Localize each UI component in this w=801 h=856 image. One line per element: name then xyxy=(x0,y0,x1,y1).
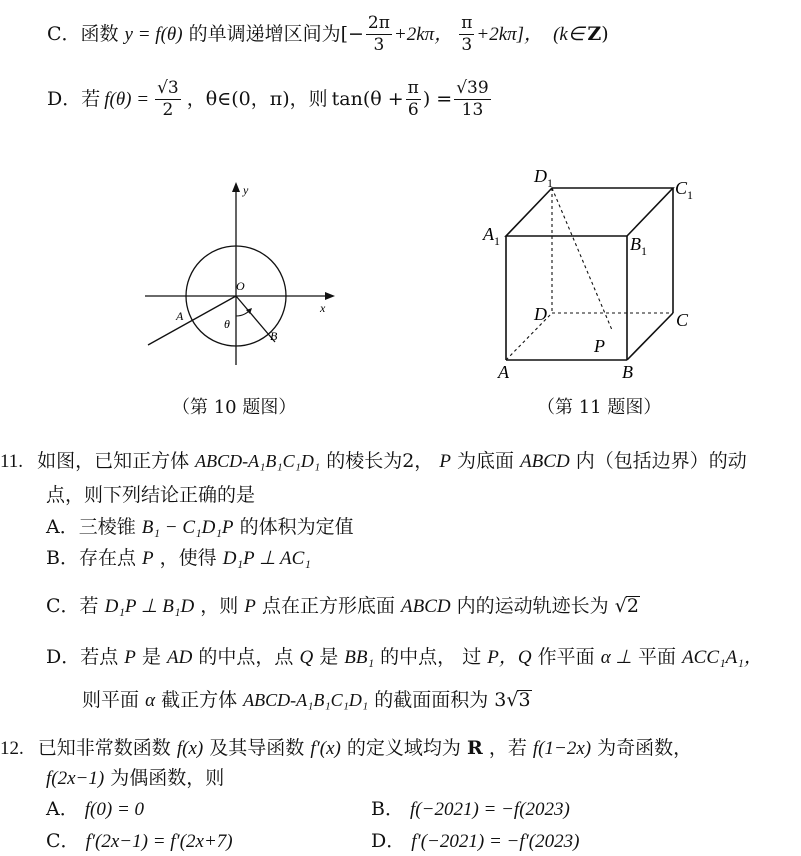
fig10-label-b: B xyxy=(270,329,278,343)
q11-option-d-line2 xyxy=(82,690,532,710)
q11-line2: 点，则下列结论正确的是 xyxy=(46,484,256,506)
q10-option-d xyxy=(47,74,493,124)
q12-line1b: 及其导函数 xyxy=(209,737,305,759)
figure-11 xyxy=(470,160,710,385)
q11-p: P xyxy=(439,451,451,472)
q11-d-t2: 的中点，点 xyxy=(198,646,294,668)
fig10-y-arrow xyxy=(232,182,240,192)
q11-b-p: P xyxy=(142,548,154,569)
optC-frac1-den: 3 xyxy=(373,34,385,55)
q11-d-t3: 是 xyxy=(319,646,339,668)
q12-line1c: 的定义域均为 xyxy=(346,737,461,759)
q12-line2-text: 为偶函数，则 xyxy=(110,767,225,789)
optD-frac1-num: √3 xyxy=(157,77,179,98)
fig10-label-a: A xyxy=(176,309,184,323)
q12-c-label: C． xyxy=(46,830,80,852)
fig11-label-a: A xyxy=(498,362,509,382)
fig11-label-b: B xyxy=(622,362,633,382)
fig11-caption: （第 11 题图） xyxy=(537,397,662,418)
fig10-label-x: x xyxy=(320,301,326,315)
q11-d-q: Q xyxy=(299,647,314,668)
fig11-label-p: P xyxy=(594,336,605,356)
optD-mid: ，θ∈(0，π)，则 xyxy=(186,87,328,110)
q12-b-label: B． xyxy=(371,798,404,820)
q11-line1c: 为底面 xyxy=(457,450,515,472)
optC-k-close: ) xyxy=(601,22,609,45)
q11-d-pq: P，Q xyxy=(487,647,532,668)
q12-fpx: f′(x) xyxy=(310,738,341,759)
q11-c-math: D₁P ⊥ B₁D xyxy=(104,596,195,617)
q11-d2-prefix: 则平面 xyxy=(82,689,140,711)
fig11-top-face xyxy=(506,188,673,236)
fig10-label-y: y xyxy=(243,183,249,197)
q11-c-abcd: ABCD xyxy=(401,596,451,617)
q11-b-prefix: B．存在点 xyxy=(46,547,136,569)
fig10-caption: （第 10 题图） xyxy=(172,397,297,418)
q12-line1e: 为奇函数， xyxy=(597,737,693,759)
q12-line1 xyxy=(0,739,692,758)
optC-frac2-den: 3 xyxy=(461,34,473,55)
fig11-label-d: D xyxy=(534,304,547,324)
q12-line1a: 已知非常数函数 xyxy=(37,737,171,759)
q11-abcd: ABCD xyxy=(520,451,570,472)
fig11-label-c1: $C_1$ xyxy=(675,178,694,202)
fig11-edge-bc xyxy=(627,313,673,360)
q11-d-ad: AD xyxy=(167,647,193,668)
optC-mid: +2kπ， xyxy=(393,23,454,45)
q11-d2-t2: 的截面面积为 xyxy=(374,689,489,711)
q11-c-radicand: 2 xyxy=(626,595,639,617)
fig11-label-b1: $B_1$ xyxy=(630,234,647,258)
q12-option-a xyxy=(46,800,144,819)
q12-option-d xyxy=(371,832,579,851)
q11-option-d xyxy=(46,648,763,667)
q11-c-mid: ，则 xyxy=(200,595,239,617)
q11-a-suffix: 的体积为定值 xyxy=(239,516,354,538)
q11-c-suffix: 内的运动轨迹长为 xyxy=(456,595,609,617)
optC-frac1-num: 2π xyxy=(367,12,390,33)
q12-a-label: A． xyxy=(46,798,79,820)
q11-c-p: P xyxy=(244,596,256,617)
q11-option-c xyxy=(46,596,640,616)
optD-frac2 xyxy=(406,77,421,120)
q12-option-b xyxy=(371,800,570,819)
optC-end: +2kπ]， xyxy=(476,23,544,45)
q11-d-bb1: BB₁ xyxy=(344,647,375,668)
q12-option-c xyxy=(46,832,233,851)
q11-line1b: 的棱长为2， xyxy=(326,450,434,472)
q11-d-acc: ACC₁A₁， xyxy=(682,647,763,668)
q11-d2-coef: 3 xyxy=(494,689,507,711)
optC-text: 的单调递增区间为[− xyxy=(188,22,364,45)
q11-number: 11. xyxy=(0,451,24,472)
q12-c-math: f′(2x−1) = f′(2x+7) xyxy=(85,831,233,852)
q11-d2-value: 3√3 xyxy=(494,689,531,711)
q11-d-t4: 的中点， 过 xyxy=(380,646,482,668)
q12-line1d: ，若 xyxy=(488,737,527,759)
fig10-x-arrow xyxy=(325,292,335,300)
q11-c-mid2: 点在正方形底面 xyxy=(261,595,395,617)
fig10-ray-a xyxy=(148,296,236,345)
optD-frac1-den: 2 xyxy=(162,99,174,120)
q12-f2x1: f(2x−1) xyxy=(46,768,105,789)
q11-d2-radicand: 3 xyxy=(518,689,531,711)
optD-tan: tan(θ + xyxy=(331,87,404,110)
q11-d-t6: 平面 xyxy=(638,646,677,668)
optD-frac3-num: √39 xyxy=(456,77,489,98)
q12-fx: f(x) xyxy=(176,738,204,759)
q12-line2 xyxy=(46,769,224,788)
q11-a-prefix: A．三棱锥 xyxy=(46,516,136,538)
figure-10 xyxy=(140,180,340,365)
q11-d-prefix: D．若点 xyxy=(46,646,119,668)
optD-frac3 xyxy=(454,77,490,120)
q12-d-math: f′(−2021) = −f′(2023) xyxy=(411,831,580,852)
optC-frac2-num: π xyxy=(461,12,473,33)
q11-d2-cube: ABCD-A₁B₁C₁D₁ xyxy=(243,690,369,710)
fig11-label-c: C xyxy=(676,310,689,330)
fig11-label-a1: $A_1$ xyxy=(483,224,500,248)
optD-frac2-num: π xyxy=(407,77,419,98)
optC-frac2 xyxy=(459,12,474,55)
q12-number: 12. xyxy=(0,738,24,759)
q11-option-b xyxy=(46,549,311,568)
optD-func: f(θ) = xyxy=(104,88,150,110)
optC-k: (k∈ xyxy=(553,23,585,45)
fig11-hidden-d1p xyxy=(552,188,612,330)
q11-d-p: P xyxy=(124,647,136,668)
q11-option-a xyxy=(46,518,354,537)
optC-prefix: C．函数 xyxy=(47,22,119,45)
optD-frac3-den: 13 xyxy=(461,99,484,120)
optC-func: y = f(θ) xyxy=(124,23,183,45)
fig10-label-o: O xyxy=(236,279,245,293)
q10-option-c xyxy=(47,14,609,54)
q12-f12x: f(1−2x) xyxy=(532,738,592,759)
q12-b-math: f(−2021) = −f(2023) xyxy=(410,799,570,820)
optD-prefix: D．若 xyxy=(47,87,101,110)
q11-d-alpha: α ⊥ xyxy=(600,647,632,668)
q11-line1 xyxy=(0,452,747,471)
optD-frac2-den: 6 xyxy=(407,99,419,120)
q11-line1a: 如图，已知正方体 xyxy=(37,450,190,472)
optC-frac1 xyxy=(366,12,392,55)
q11-d2-t1: 截正方体 xyxy=(161,689,238,711)
q11-a-math: B₁ − C₁D₁P xyxy=(141,517,234,538)
q11-b-math: D₁P ⊥ AC₁ xyxy=(222,548,311,569)
q12-r: R xyxy=(466,737,483,759)
q11-d2-alpha: α xyxy=(145,690,156,711)
fig10-label-theta: θ xyxy=(224,317,230,331)
q11-b-mid: ，使得 xyxy=(159,547,217,569)
q11-cube-name: ABCD-A₁B₁C₁D₁ xyxy=(195,451,321,471)
q11-d-t5: 作平面 xyxy=(537,646,595,668)
q11-c-sqrt: √2 xyxy=(614,595,639,617)
q12-a-math: f(0) = 0 xyxy=(84,799,145,820)
q11-c-prefix: C．若 xyxy=(46,595,99,617)
optD-tan-close: ) = xyxy=(422,87,453,110)
q11-line1d: 内（包括边界）的动 xyxy=(575,450,747,472)
optC-Z: Z xyxy=(587,22,602,45)
q12-d-label: D． xyxy=(371,830,406,852)
q11-d-t1: 是 xyxy=(141,646,161,668)
fig11-label-d1: $D_1$ xyxy=(534,166,553,190)
optD-frac1 xyxy=(155,77,181,120)
